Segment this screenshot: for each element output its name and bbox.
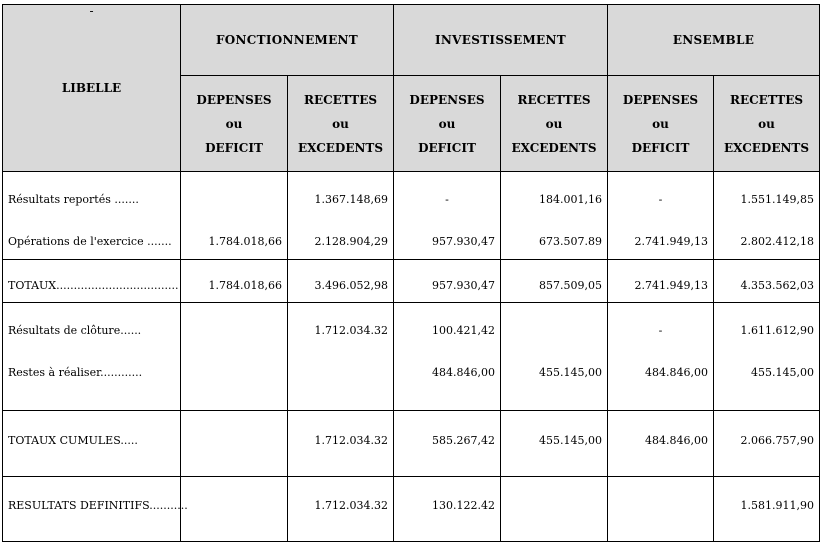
- row-label-cell: [3, 477, 188, 542]
- ensemble-recettes-header: [714, 76, 820, 172]
- table-value: 1.712.034.32: [314, 499, 388, 512]
- table-value: 3.496.052,98: [314, 279, 388, 292]
- depenses-line-2: ou: [652, 116, 669, 131]
- table-value: 455.145,00: [539, 366, 602, 379]
- table-value: 1.551.149,85: [740, 193, 814, 206]
- invest-recettes-cell: [501, 477, 608, 542]
- table-value: 1.784.018,66: [208, 235, 282, 248]
- fonct-depenses-cell: [181, 303, 288, 411]
- investissement-header: INVESTISSEMENT: [394, 5, 608, 76]
- invest-depenses-cell: [394, 303, 501, 411]
- invest-depenses-cell: [394, 260, 501, 303]
- row-label-cell: [3, 303, 181, 411]
- ensemble-depenses-header: [608, 76, 714, 172]
- table-value: 1.784.018,66: [208, 279, 282, 292]
- recettes-line-2: ou: [758, 116, 775, 131]
- table-value: 957.930,47: [432, 235, 495, 248]
- table-value: 1.581.911,90: [740, 499, 814, 512]
- depenses-line-3: DEFICIT: [418, 140, 476, 155]
- table-value: -: [658, 324, 663, 337]
- table-value: 2.066.757,90: [740, 434, 814, 447]
- table-value: -: [445, 193, 449, 206]
- invest-depenses-cell: [394, 172, 501, 260]
- table-value: 2.741.949,13: [634, 235, 708, 248]
- table-value: 1.712.034.32: [314, 324, 388, 337]
- table-value: 857.509,05: [539, 279, 602, 292]
- depenses-line-1: DEPENSES: [196, 92, 272, 107]
- row-label-cell: [3, 172, 181, 260]
- invest-depenses-cell: [394, 411, 501, 477]
- results-table: [2, 4, 820, 542]
- table-value: 1.611.612,90: [740, 324, 814, 337]
- libelle-header: [3, 5, 181, 172]
- ensemble-recettes-cell: [714, 260, 820, 303]
- ensemble-header: ENSEMBLE: [608, 5, 820, 76]
- depenses-line-1: DEPENSES: [409, 92, 485, 107]
- resultats-reportes-label: Résultats reportés .......: [8, 193, 139, 206]
- fonct-recettes-cell: [288, 172, 394, 260]
- investissement-depenses-header: [394, 76, 501, 172]
- recettes-line-1: RECETTES: [729, 92, 804, 107]
- operations-exercice-label: Opérations de l'exercice .......: [8, 235, 172, 248]
- table-value: 130.122.42: [432, 499, 495, 512]
- ensemble-recettes-cell: [714, 411, 820, 477]
- table-value: 455.145,00: [751, 366, 814, 379]
- depenses-line-2: ou: [225, 116, 243, 131]
- investissement-recettes-header: [501, 76, 608, 172]
- fonctionnement-header: FONCTIONNEMENT: [181, 5, 394, 76]
- fonct-depenses-cell: [181, 172, 288, 260]
- depenses-line-3: DEFICIT: [205, 140, 263, 155]
- ensemble-depenses-cell: [608, 303, 714, 411]
- table-value: 585.267,42: [432, 434, 495, 447]
- row-label-cell: [3, 411, 181, 477]
- recettes-line-1: RECETTES: [517, 92, 591, 107]
- resultats-cloture-label: Résultats de clôture......: [8, 324, 142, 337]
- table-value: 4.353.562,03: [740, 279, 814, 292]
- table-row-resultats-operations: [3, 172, 820, 260]
- totaux-label: TOTAUX...................................: [8, 279, 179, 292]
- table-value: 1.712.034.32: [314, 434, 388, 447]
- ensemble-depenses-cell: [608, 260, 714, 303]
- recettes-line-2: ou: [545, 116, 563, 131]
- table-value: 2.741.949,13: [634, 279, 708, 292]
- fonct-recettes-cell: [288, 411, 394, 477]
- invest-recettes-cell: [501, 260, 608, 303]
- ensemble-recettes-cell: [714, 172, 820, 260]
- fonctionnement-recettes-header: [288, 76, 394, 172]
- restes-realiser-label: Restes à réaliser............: [8, 366, 143, 379]
- libelle-header-label: LIBELLE: [61, 81, 122, 95]
- table-value: 484.846,00: [432, 366, 495, 379]
- fonct-recettes-cell: [288, 477, 394, 542]
- table-value: 100.421,42: [432, 324, 495, 337]
- fonct-depenses-cell: [181, 411, 288, 477]
- fonct-depenses-cell: [181, 260, 288, 303]
- resultats-definitifs-label: RESULTATS DEFINITIFS...........: [8, 499, 188, 512]
- table-value: 484.846,00: [645, 434, 708, 447]
- table-value: 1.367.148,69: [314, 193, 388, 206]
- depenses-line-3: DEFICIT: [631, 140, 690, 155]
- table-value: 184.001,16: [539, 193, 602, 206]
- ensemble-recettes-cell: [714, 303, 820, 411]
- recettes-line-3: EXCEDENTS: [511, 140, 597, 155]
- recettes-line-3: EXCEDENTS: [723, 140, 810, 155]
- row-label-cell: [3, 260, 181, 303]
- table-value: 673.507.89: [539, 235, 602, 248]
- table-row-resultats-definitifs: [3, 477, 820, 542]
- table-value: 2.802.412,18: [740, 235, 814, 248]
- table-value: 2.128.904,29: [314, 235, 388, 248]
- depenses-line-2: ou: [438, 116, 456, 131]
- invest-recettes-cell: [501, 411, 608, 477]
- table-row-totaux: [3, 260, 820, 303]
- header-dash: -: [89, 4, 94, 18]
- table-value: 455.145,00: [539, 434, 602, 447]
- recettes-line-1: RECETTES: [303, 92, 378, 107]
- invest-depenses-cell: [394, 477, 501, 542]
- table-value: 484.846,00: [645, 366, 708, 379]
- fonct-recettes-cell: [288, 303, 394, 411]
- recettes-line-3: EXCEDENTS: [297, 140, 384, 155]
- invest-recettes-cell: [501, 172, 608, 260]
- invest-recettes-cell: [501, 303, 608, 411]
- ensemble-depenses-cell: [608, 172, 714, 260]
- table-value: 957.930,47: [432, 279, 495, 292]
- table-row-cloture-restes: [3, 303, 820, 411]
- ensemble-depenses-cell: [608, 477, 714, 542]
- recettes-line-2: ou: [332, 116, 349, 131]
- table-row-totaux-cumules: [3, 411, 820, 477]
- fonct-depenses-cell: [181, 477, 288, 542]
- ensemble-recettes-cell: [714, 477, 820, 542]
- ensemble-depenses-cell: [608, 411, 714, 477]
- fonct-recettes-cell: [288, 260, 394, 303]
- totaux-cumules-label: TOTAUX CUMULES.....: [8, 434, 138, 447]
- depenses-line-1: DEPENSES: [622, 92, 699, 107]
- fonctionnement-depenses-header: [181, 76, 288, 172]
- table-value: -: [658, 193, 663, 206]
